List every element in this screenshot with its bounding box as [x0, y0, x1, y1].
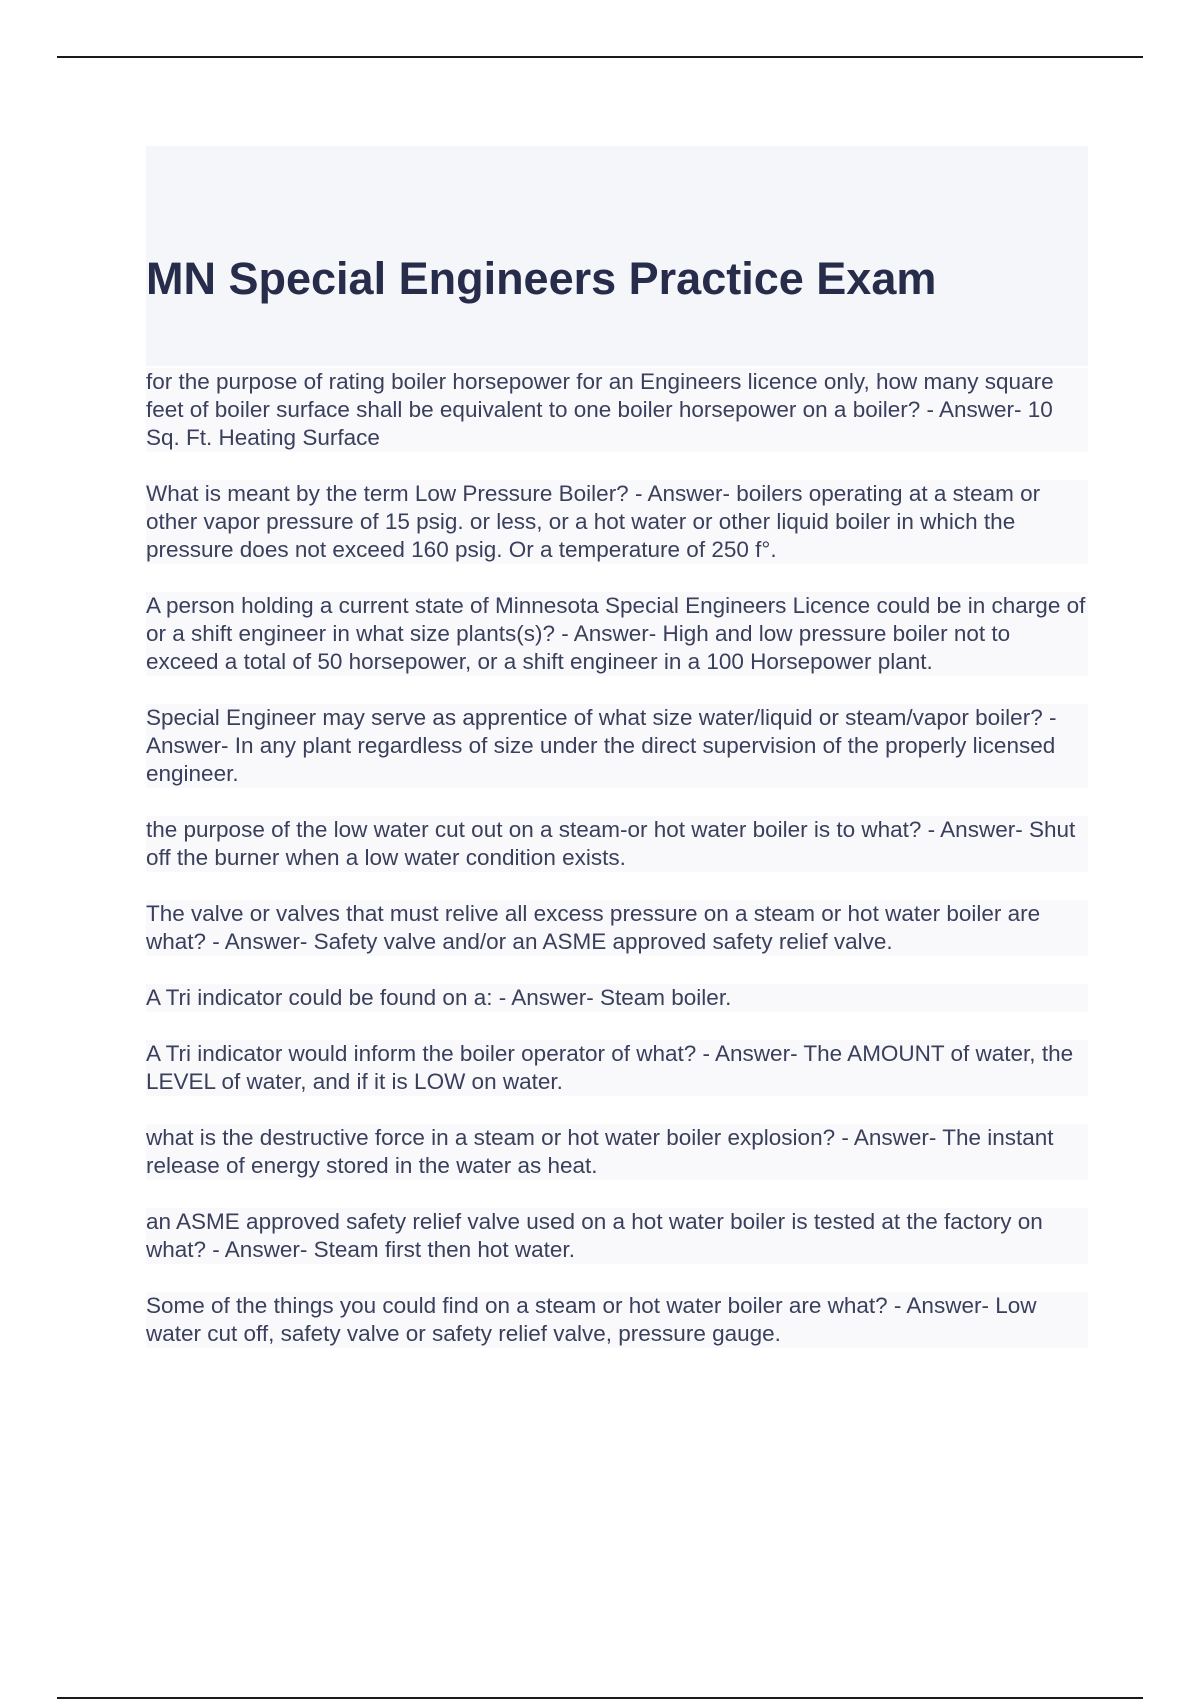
- qa-item: What is meant by the term Low Pressure Boiler? - Answer- boilers operating at a steam or other vapor pressure of 15 psig. or less, or a hot water or other liquid boiler in which the pressure does not exceed 160 psig. Or a temperature of 250 f°.: [146, 480, 1088, 564]
- qa-item: A Tri indicator could be found on a: - Answer- Steam boiler.: [146, 984, 1088, 1012]
- qa-item: The valve or valves that must relive all excess pressure on a steam or hot water boiler are what? - Answer- Safety valve and/or an ASME approved safety relief valve.: [146, 900, 1088, 956]
- qa-item: Some of the things you could find on a steam or hot water boiler are what? - Answer- Low water cut off, safety valve or safety relief valve, pressure gauge.: [146, 1292, 1088, 1348]
- qa-item: A Tri indicator would inform the boiler operator of what? - Answer- The AMOUNT of water, the LEVEL of water, and if it is LOW on water.: [146, 1040, 1088, 1096]
- question-list: [146, 368, 1088, 1376]
- qa-item: for the purpose of rating boiler horsepower for an Engineers licence only, how many square feet of boiler surface shall be equivalent to one boiler horsepower on a boiler? - Answer- 10 Sq. Ft. Heating Surface: [146, 368, 1088, 452]
- qa-item: the purpose of the low water cut out on a steam-or hot water boiler is to what? - Answer- Shut off the burner when a low water condition exists.: [146, 816, 1088, 872]
- qa-item: Special Engineer may serve as apprentice of what size water/liquid or steam/vapor boiler? - Answer- In any plant regardless of size under the direct supervision of the properly licensed engineer.: [146, 704, 1088, 788]
- footer-rule: [57, 1697, 1143, 1699]
- qa-item: an ASME approved safety relief valve used on a hot water boiler is tested at the factory on what? - Answer- Steam first then hot water.: [146, 1208, 1088, 1264]
- qa-item: A person holding a current state of Minnesota Special Engineers Licence could be in charge of or a shift engineer in what size plants(s)? - Answer- High and low pressure boiler not to exceed a total of 50 horsepower, or a shift engineer in a 100 Horsepower plant.: [146, 592, 1088, 676]
- document-title: MN Special Engineers Practice Exam: [146, 253, 937, 304]
- qa-item: what is the destructive force in a steam or hot water boiler explosion? - Answer- The instant release of energy stored in the water as heat.: [146, 1124, 1088, 1180]
- header-rule: [57, 56, 1143, 58]
